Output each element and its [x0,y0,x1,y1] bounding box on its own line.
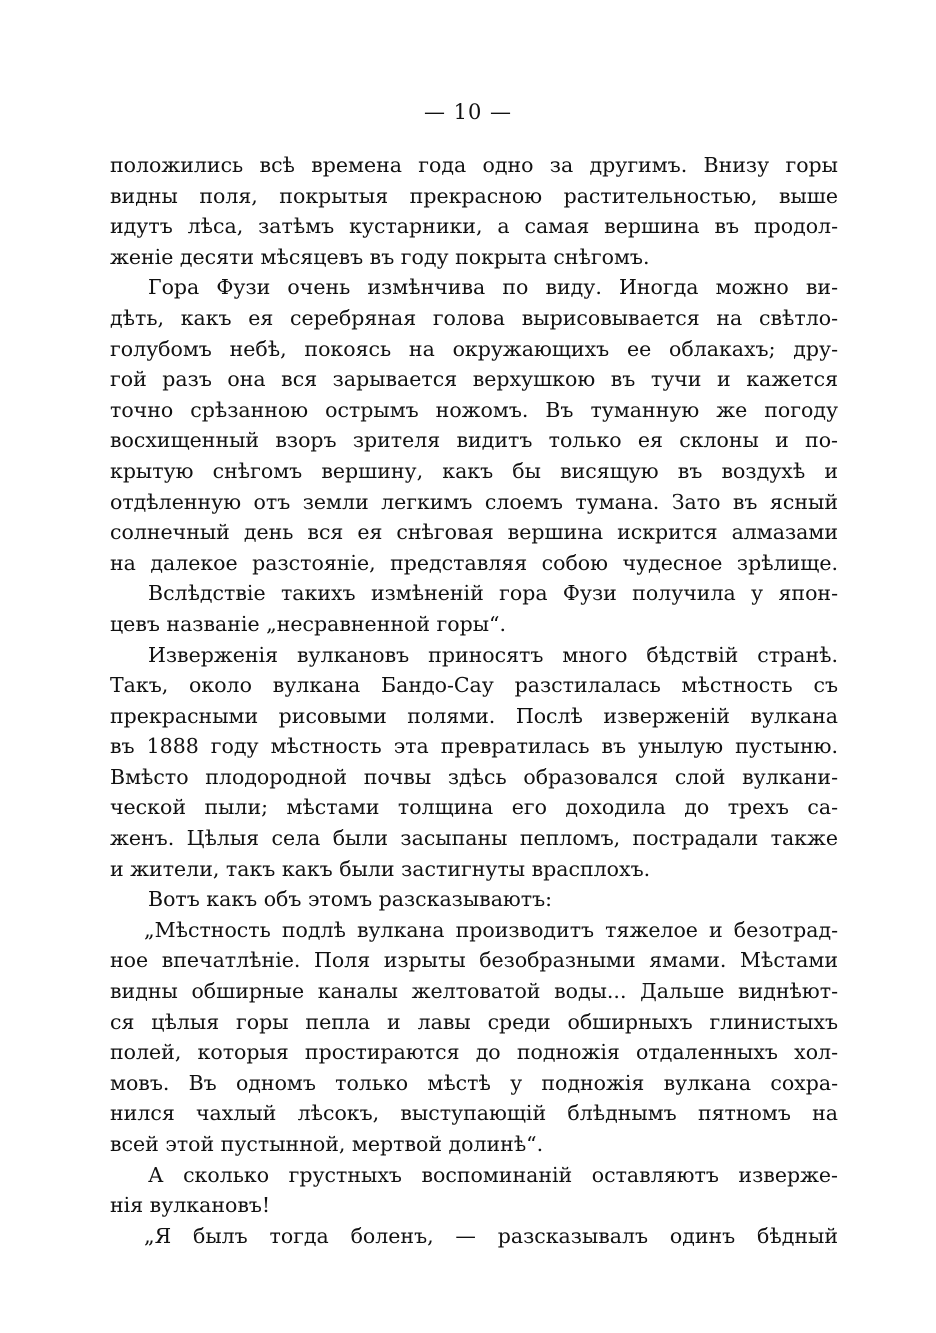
text-line: идутъ лѣса, затѣмъ кустарники, а самая вершина въ продол- [110,214,838,239]
text-line: цевъ названіе „несравненной горы“. [110,611,507,636]
text-line: нія вулкановъ! [110,1193,271,1218]
text-line: мовъ. Въ одномъ только мѣстѣ у подножія вулкана сохра- [110,1070,838,1095]
text-line: „Мѣстность подлѣ вулкана производитъ тяжелое и безотрад- [144,917,838,942]
text-line: точно срѣзанною острымъ ножомъ. Въ туманную же погоду [110,397,838,422]
text-line: голубомъ небѣ, покоясь на окружающихъ ее облакахъ; дру- [110,336,838,361]
text-line: ное впечатлѣніе. Поля изрыты безобразными ямами. Мѣстами [110,948,838,973]
text-line: видны поля, покрытыя прекрасною растительностью, выше [110,183,838,208]
text-line: въ 1888 году мѣстность эта превратилась въ унылую пустыню. [110,734,838,759]
text-line: видны обширные каналы желтоватой воды... Дальше виднѣют- [110,979,838,1004]
text-line: женіе десяти мѣсяцевъ въ году покрыта снѣгомъ. [110,244,650,269]
text-line: ческой пыли; мѣстами толщина его доходила до трехъ са- [110,795,838,820]
text-line: ся цѣлыя горы пепла и лавы среди обширныхъ глинистыхъ [110,1009,838,1034]
text-line: нился чахлый лѣсокъ, выступающій блѣднымъ пятномъ на [110,1101,838,1126]
text-line: полей, которыя простираются до подножія отдаленныхъ хол- [110,1040,838,1065]
page-number: — 10 — [423,100,513,124]
text-line: гой разъ она вся зарывается верхушкою въ тучи и кажется [110,367,838,392]
text-line: женъ. Цѣлыя села были засыпаны пепломъ, пострадали также [110,826,838,851]
text-line: крытую снѣгомъ вершину, какъ бы висящую въ воздухѣ и [110,458,838,483]
text-line: „Я былъ тогда боленъ, — разсказывалъ одинъ бѣдный [144,1223,838,1248]
text-line: всей этой пустынной, мертвой долинѣ“. [110,1132,544,1156]
text-line: Гора Фузи очень измѣнчива по виду. Иногда можно ви- [148,275,838,300]
text-line: Вмѣсто плодородной почвы здѣсь образовался слой вулкани- [110,764,838,789]
text-line: А сколько грустныхъ воспоминаній оставляютъ изверже- [148,1162,838,1187]
text-line: на далекое разстояніе, представляя собою чудесное зрѣлище. [110,550,838,575]
text-line: солнечный день вся ея снѣговая вершина искрится алмазами [110,520,838,545]
text-line: отдѣленную отъ земли легкимъ слоемъ тумана. Зато въ ясный [110,489,838,514]
text-line: и жители, такъ какъ были застигнуты врасплохъ. [110,856,651,881]
text-line: Вотъ какъ объ этомъ разсказываютъ: [148,887,553,912]
text-line: Такъ, около вулкана Бандо-Сау разстилалась мѣстность съ [110,673,838,698]
body-text [110,150,838,1251]
text-line: Вслѣдствіе такихъ измѣненій гора Фузи получила у япон- [148,581,838,606]
text-line: Изверженія вулкановъ приносятъ много бѣдствій странѣ. [148,642,838,667]
text-line: прекрасными рисовыми полями. Послѣ изверженій вулкана [110,703,838,728]
text-line: положились всѣ времена года одно за другимъ. Внизу горы [110,153,838,177]
text-line: восхищенный взоръ зрителя видитъ только ея склоны и по- [110,428,838,453]
text-line: дѣть, какъ ея серебряная голова вырисовывается на свѣтло- [110,305,838,330]
